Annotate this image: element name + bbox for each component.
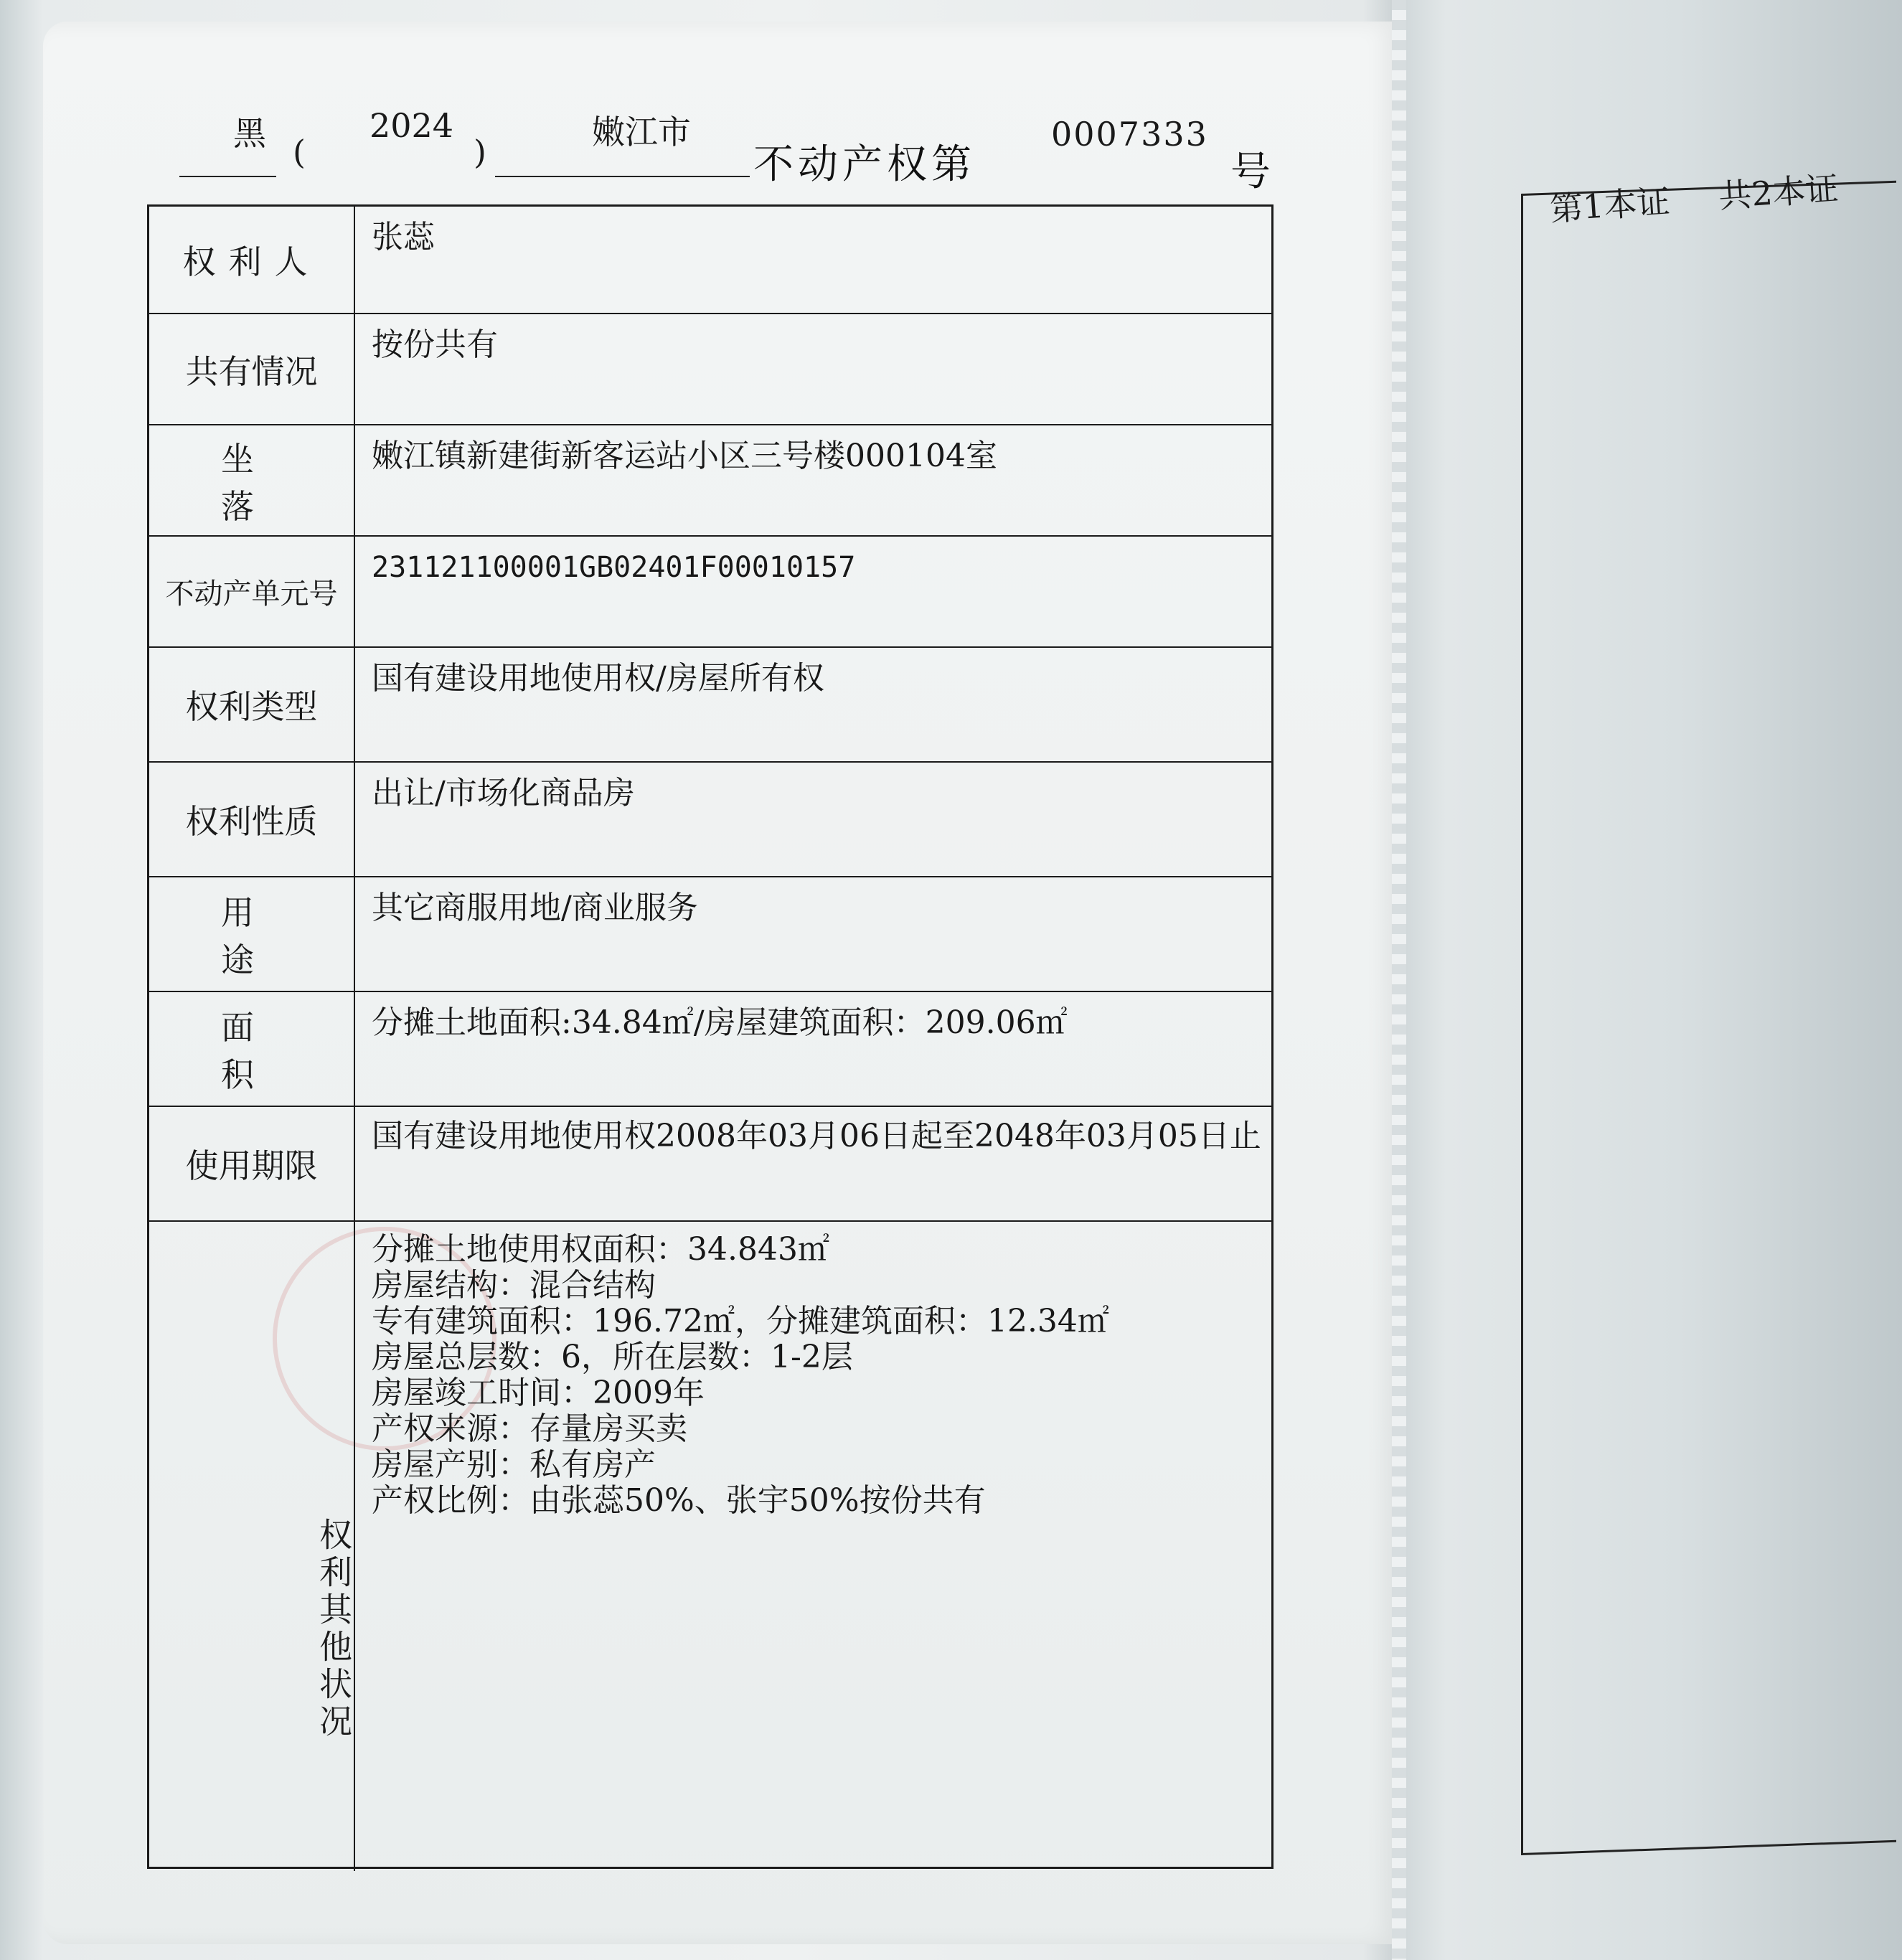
table-row-term	[149, 1107, 1271, 1222]
other-line: 房屋产别：私有房产	[372, 1446, 656, 1483]
table-row-usage	[149, 877, 1271, 992]
other-line: 专有建筑面积：196.72㎡，分摊建筑面积：12.34㎡	[372, 1303, 1109, 1339]
header-paren-open: (	[293, 133, 306, 171]
label-co-ownership: 共有情况	[149, 314, 355, 424]
table-row-right-type	[149, 648, 1271, 763]
table-row-area	[149, 992, 1271, 1107]
label-area: 面积	[149, 992, 355, 1106]
right-page-frame	[1521, 181, 1896, 1855]
certificate-table	[147, 204, 1274, 1869]
other-line: 产权比例：由张蕊50%、张宇50%按份共有	[372, 1482, 986, 1519]
other-line: 分摊土地使用权面积：34.843㎡	[372, 1231, 829, 1268]
header-number: 0007333	[1051, 115, 1208, 154]
value-location: 嫩江镇新建街新客运站小区三号楼000104室	[372, 438, 997, 474]
table-row-holder	[149, 207, 1271, 314]
value-holder: 张蕊	[372, 219, 435, 255]
other-status-lines	[372, 1232, 1257, 1519]
value-right-type: 国有建设用地使用权/房屋所有权	[372, 660, 824, 697]
header-underline-city	[495, 176, 750, 177]
value-term: 国有建设用地使用权2008年03月06日起至2048年03月05日止	[372, 1118, 1261, 1154]
header-paren-close: )	[474, 133, 486, 171]
header-year: 2024	[369, 106, 454, 145]
label-other-status: 权利其他状况	[149, 1222, 355, 1871]
label-unit-number: 不动产单元号	[149, 537, 355, 646]
other-line: 产权来源：存量房买卖	[372, 1410, 687, 1447]
table-row-other-status	[149, 1222, 1271, 1871]
table-row-right-nature	[149, 763, 1271, 877]
label-usage: 用途	[149, 877, 355, 991]
table-row-co-ownership	[149, 314, 1271, 425]
value-unit-number: 231121100001GB02401F00010157	[372, 551, 856, 584]
header-title: 不动产权第	[753, 141, 976, 188]
other-line: 房屋竣工时间：2009年	[372, 1375, 705, 1411]
cert-total: 共2本证	[1717, 169, 1840, 216]
label-right-nature: 权利性质	[149, 763, 355, 876]
table-row-unit-number	[149, 537, 1271, 648]
other-line: 房屋结构：混合结构	[372, 1267, 656, 1304]
label-location: 坐落	[149, 425, 355, 535]
cert-index: 第1本证	[1548, 182, 1672, 229]
value-area: 分摊土地面积:34.84㎡/房屋建筑面积：209.06㎡	[372, 1004, 1068, 1041]
header-province: 黑	[233, 114, 266, 153]
value-co-ownership: 按份共有	[372, 326, 498, 363]
other-line: 房屋总层数：6，所在层数：1-2层	[372, 1339, 853, 1375]
table-row-location	[149, 425, 1271, 537]
header-suffix: 号	[1230, 149, 1275, 195]
label-holder: 权利人	[149, 207, 355, 313]
label-right-type: 权利类型	[149, 648, 355, 761]
header-city: 嫩江市	[592, 113, 691, 151]
header-underline-province	[179, 176, 276, 177]
label-term: 使用期限	[149, 1107, 355, 1220]
value-right-nature: 出让/市场化商品房	[372, 775, 635, 811]
value-usage: 其它商服用地/商业服务	[372, 890, 698, 926]
